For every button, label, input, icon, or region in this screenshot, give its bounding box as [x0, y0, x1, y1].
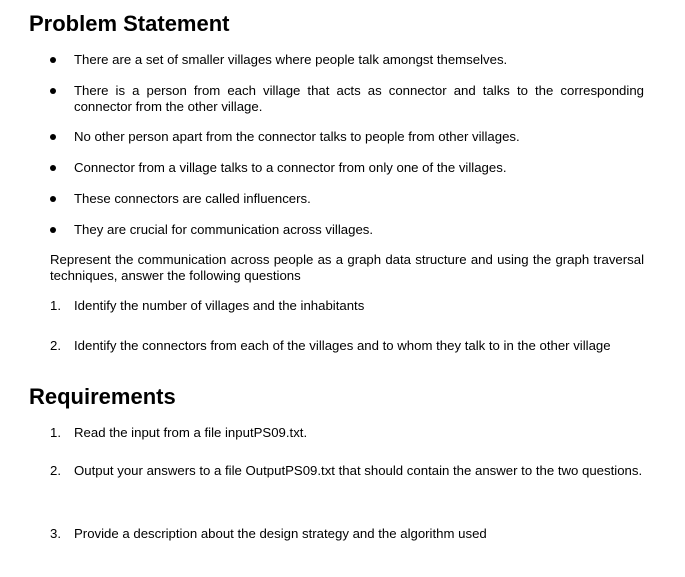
bullet-dot-icon: [50, 57, 56, 63]
instructions-paragraph: Represent the communication across people as a graph data structure and using the graph traversal techniques, answer the following questions: [50, 252, 644, 283]
question-item: [50, 294, 644, 318]
requirement-text: Read the input from a file inputPS09.txt.: [74, 425, 308, 440]
requirement-number: 2.: [50, 463, 61, 478]
requirement-item: [50, 522, 644, 546]
question-number: 2.: [50, 338, 61, 353]
bullet-text: These connectors are called influencers.: [74, 191, 311, 206]
question-text: Identify the connectors from each of the villages and to whom they talk to in the other village: [74, 338, 611, 353]
bullet-text: There is a person from each village that acts as connector and talks to the corresponding connector from the other village.: [74, 83, 644, 114]
bullet-dot-icon: [50, 165, 56, 171]
requirement-text: Provide a description about the design strategy and the algorithm used: [74, 526, 487, 541]
requirements-heading: Requirements: [29, 384, 176, 409]
bullet-text: Connector from a village talks to a connector from only one of the villages.: [74, 160, 507, 175]
requirement-text: Output your answers to a file OutputPS09.txt that should contain the answer to the two questions.: [74, 463, 643, 478]
bullet-text: No other person apart from the connector talks to people from other villages.: [74, 129, 520, 144]
requirement-item: [50, 459, 644, 483]
bullet-item: [50, 191, 644, 207]
bullet-item: [50, 160, 644, 176]
requirement-number: 1.: [50, 425, 61, 440]
bullet-item: [50, 83, 644, 114]
requirement-number: 3.: [50, 526, 61, 541]
bullet-dot-icon: [50, 134, 56, 140]
bullet-item: [50, 222, 644, 238]
bullet-text: They are crucial for communication across villages.: [74, 222, 374, 237]
bullet-item: [50, 52, 644, 68]
requirement-item: [50, 421, 644, 445]
question-text: Identify the number of villages and the inhabitants: [74, 298, 365, 313]
question-number: 1.: [50, 298, 61, 313]
problem-statement-heading: Problem Statement: [29, 11, 230, 36]
bullet-text: There are a set of smaller villages where people talk amongst themselves.: [74, 52, 508, 67]
bullet-dot-icon: [50, 227, 56, 233]
bullet-dot-icon: [50, 196, 56, 202]
bullet-dot-icon: [50, 88, 56, 94]
question-item: [50, 334, 644, 358]
bullet-item: [50, 129, 644, 145]
